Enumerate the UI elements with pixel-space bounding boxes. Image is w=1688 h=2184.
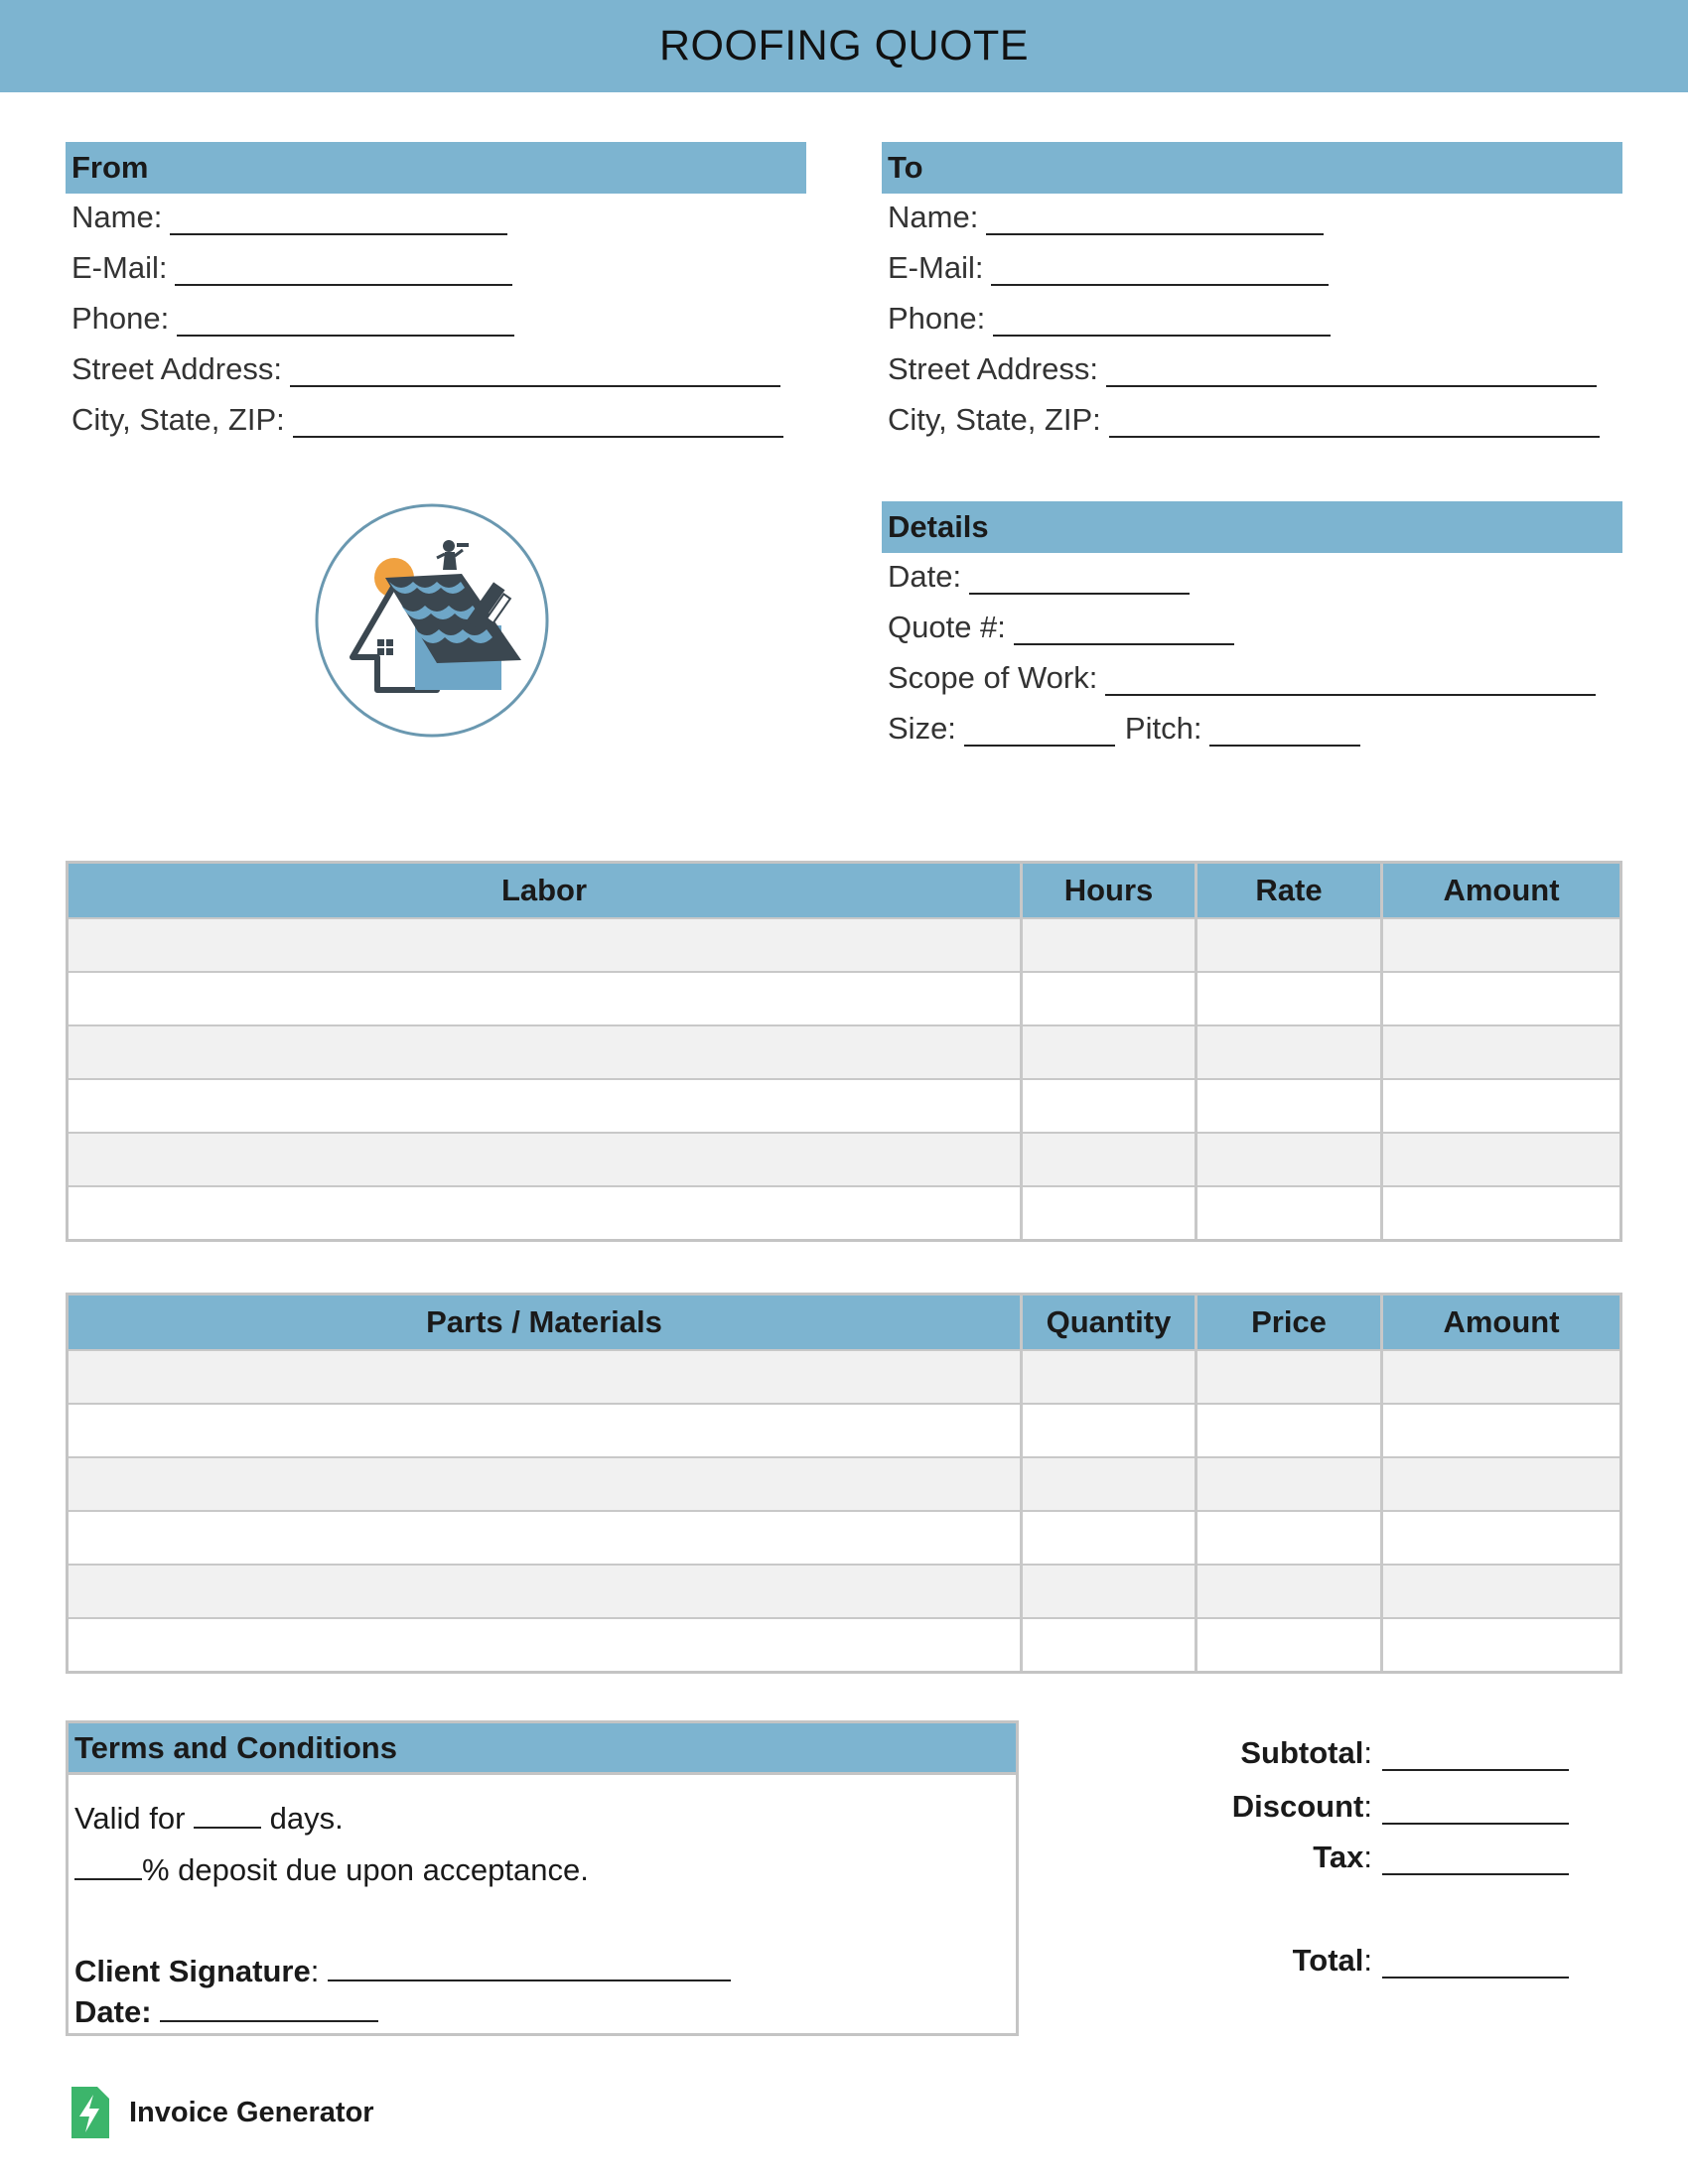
discount-line[interactable] xyxy=(1382,1793,1569,1825)
title-bar xyxy=(0,0,1688,92)
terms-deposit-suffix: % deposit due upon acceptance. xyxy=(142,1852,589,1887)
from-street-label: Street Address: xyxy=(71,351,282,386)
table-row[interactable] xyxy=(69,1349,1619,1403)
to-name-label: Name: xyxy=(888,200,979,234)
labor-header-row xyxy=(69,864,1619,917)
parts-cell[interactable] xyxy=(69,1619,1020,1671)
details-size-pitch-field[interactable] xyxy=(888,707,1622,747)
labor-header-amount: Amount xyxy=(1380,864,1619,917)
price-cell[interactable] xyxy=(1195,1566,1380,1617)
subtotal-line[interactable] xyxy=(1382,1739,1569,1771)
table-row[interactable] xyxy=(69,1078,1619,1132)
to-email-label: E-Mail: xyxy=(888,250,984,285)
amount-cell[interactable] xyxy=(1380,1080,1619,1132)
table-row[interactable] xyxy=(69,1564,1619,1617)
parts-cell[interactable] xyxy=(69,1405,1020,1456)
terms-valid-prefix: Valid for xyxy=(74,1801,186,1836)
details-scope-line[interactable] xyxy=(1105,664,1596,696)
details-date-field[interactable] xyxy=(888,555,1622,595)
table-row[interactable] xyxy=(69,1132,1619,1185)
rate-cell[interactable] xyxy=(1195,919,1380,971)
terms-heading: Terms and Conditions xyxy=(69,1723,1016,1775)
quantity-cell[interactable] xyxy=(1020,1619,1195,1671)
to-street-label: Street Address: xyxy=(888,351,1098,386)
table-row[interactable] xyxy=(69,917,1619,971)
amount-cell[interactable] xyxy=(1380,1405,1619,1456)
tax-row[interactable]: Tax : xyxy=(1092,1832,1569,1875)
from-section xyxy=(66,142,806,438)
price-cell[interactable] xyxy=(1195,1512,1380,1564)
subtotal-row[interactable]: Subtotal : xyxy=(1092,1727,1569,1771)
rate-cell[interactable] xyxy=(1195,1187,1380,1239)
details-date-label: Date: xyxy=(888,559,962,594)
hours-cell[interactable] xyxy=(1020,973,1195,1024)
details-heading: Details xyxy=(882,501,1622,553)
to-section xyxy=(882,142,1622,438)
materials-header-row xyxy=(69,1296,1619,1349)
terms-valid-suffix: days. xyxy=(269,1801,344,1836)
labor-header-labor: Labor xyxy=(500,873,588,907)
terms-valid-line xyxy=(74,1799,344,1837)
materials-header-quantity: Quantity xyxy=(1020,1296,1195,1349)
to-phone-line[interactable] xyxy=(993,305,1331,337)
to-name-field[interactable] xyxy=(888,196,1622,235)
materials-table xyxy=(66,1293,1622,1674)
details-pitch-label: Pitch: xyxy=(1124,711,1202,746)
from-phone-label: Phone: xyxy=(71,301,170,336)
terms-section xyxy=(66,1720,1019,2036)
hours-cell[interactable] xyxy=(1020,1187,1195,1239)
amount-cell[interactable] xyxy=(1380,1026,1619,1078)
to-city-label: City, State, ZIP: xyxy=(888,402,1101,437)
price-cell[interactable] xyxy=(1195,1405,1380,1456)
price-cell[interactable] xyxy=(1195,1619,1380,1671)
price-cell[interactable] xyxy=(1195,1351,1380,1403)
labor-table xyxy=(66,861,1622,1242)
hours-cell[interactable] xyxy=(1020,919,1195,971)
rate-cell[interactable] xyxy=(1195,1080,1380,1132)
amount-cell[interactable] xyxy=(1380,1351,1619,1403)
details-pitch-line[interactable] xyxy=(1209,715,1360,747)
parts-cell[interactable] xyxy=(69,1566,1020,1617)
from-street-line[interactable] xyxy=(290,355,780,387)
labor-cell[interactable] xyxy=(69,1134,1020,1185)
labor-header-hours: Hours xyxy=(1020,864,1195,917)
tax-line[interactable] xyxy=(1382,1843,1569,1875)
labor-cell[interactable] xyxy=(69,1026,1020,1078)
materials-header-price: Price xyxy=(1195,1296,1380,1349)
total-line[interactable] xyxy=(1382,1947,1569,1979)
total-row[interactable]: Total : xyxy=(1092,1935,1569,1979)
quantity-cell[interactable] xyxy=(1020,1458,1195,1510)
table-row[interactable] xyxy=(69,1617,1619,1671)
details-quote-label: Quote #: xyxy=(888,610,1006,644)
amount-cell[interactable] xyxy=(1380,1134,1619,1185)
details-date-line[interactable] xyxy=(969,563,1190,595)
from-heading: From xyxy=(66,142,806,194)
client-signature-line: Client Signature: xyxy=(74,1952,731,1989)
labor-header-rate: Rate xyxy=(1195,864,1380,917)
from-phone-line[interactable] xyxy=(177,305,514,337)
brand-name: Invoice Generator xyxy=(129,2096,374,2128)
from-phone-field[interactable] xyxy=(71,297,806,337)
discount-row[interactable]: Discount : xyxy=(1092,1781,1569,1825)
from-street-field[interactable] xyxy=(71,347,806,387)
to-email-line[interactable] xyxy=(991,254,1329,286)
amount-cell[interactable] xyxy=(1380,973,1619,1024)
from-name-line[interactable] xyxy=(170,204,507,235)
tax-label: Tax xyxy=(1313,1840,1364,1874)
labor-cell[interactable] xyxy=(69,919,1020,971)
client-signature-blank[interactable] xyxy=(328,1952,731,1981)
from-name-label: Name: xyxy=(71,200,163,234)
to-phone-label: Phone: xyxy=(888,301,986,336)
terms-date-line xyxy=(74,1992,378,2030)
to-name-line[interactable] xyxy=(986,204,1324,235)
table-row[interactable] xyxy=(69,1024,1619,1078)
parts-cell[interactable] xyxy=(69,1458,1020,1510)
to-street-line[interactable] xyxy=(1106,355,1597,387)
details-size-line[interactable] xyxy=(964,715,1115,747)
discount-label: Discount xyxy=(1231,1789,1364,1824)
hours-cell[interactable] xyxy=(1020,1134,1195,1185)
details-quote-field[interactable] xyxy=(888,606,1622,645)
rate-cell[interactable] xyxy=(1195,973,1380,1024)
amount-cell[interactable] xyxy=(1380,1619,1619,1671)
quantity-cell[interactable] xyxy=(1020,1566,1195,1617)
hours-cell[interactable] xyxy=(1020,1026,1195,1078)
table-row[interactable] xyxy=(69,971,1619,1024)
brand-footer[interactable] xyxy=(68,2083,374,2142)
to-city-field[interactable] xyxy=(888,398,1622,438)
invoice-generator-logo-icon xyxy=(68,2085,111,2140)
quantity-cell[interactable] xyxy=(1020,1512,1195,1564)
details-section xyxy=(882,501,1622,747)
rate-cell[interactable] xyxy=(1195,1134,1380,1185)
from-name-field[interactable] xyxy=(71,196,806,235)
quantity-cell[interactable] xyxy=(1020,1351,1195,1403)
amount-cell[interactable] xyxy=(1380,1512,1619,1564)
quantity-cell[interactable] xyxy=(1020,1405,1195,1456)
client-signature-label: Client Signature xyxy=(74,1954,311,1988)
from-city-field[interactable] xyxy=(71,398,806,438)
subtotal-label: Subtotal xyxy=(1240,1735,1364,1770)
labor-cell[interactable] xyxy=(69,973,1020,1024)
terms-date-blank[interactable] xyxy=(160,1992,378,2022)
amount-cell[interactable] xyxy=(1380,1187,1619,1239)
amount-cell[interactable] xyxy=(1380,1566,1619,1617)
details-scope-field[interactable] xyxy=(888,656,1622,696)
total-label: Total xyxy=(1292,1943,1364,1978)
table-row[interactable] xyxy=(69,1510,1619,1564)
amount-cell[interactable] xyxy=(1380,919,1619,971)
terms-deposit-line xyxy=(74,1850,589,1888)
table-row[interactable] xyxy=(69,1456,1619,1510)
totals-section xyxy=(1092,1719,1569,1979)
page-title: ROOFING QUOTE xyxy=(659,22,1029,69)
roof-logo-icon xyxy=(298,486,566,754)
details-scope-label: Scope of Work: xyxy=(888,660,1098,695)
from-email-line[interactable] xyxy=(175,254,512,286)
to-street-field[interactable] xyxy=(888,347,1622,387)
labor-cell[interactable] xyxy=(69,1187,1020,1239)
materials-header-parts: Parts / Materials xyxy=(426,1304,662,1339)
details-size-label: Size: xyxy=(888,711,956,746)
to-email-field[interactable] xyxy=(888,246,1622,286)
hours-cell[interactable] xyxy=(1020,1080,1195,1132)
from-email-label: E-Mail: xyxy=(71,250,168,285)
table-row[interactable] xyxy=(69,1403,1619,1456)
to-heading: To xyxy=(882,142,1622,194)
valid-days-blank[interactable] xyxy=(194,1799,261,1829)
to-phone-field[interactable] xyxy=(888,297,1622,337)
rate-cell[interactable] xyxy=(1195,1026,1380,1078)
table-row[interactable] xyxy=(69,1185,1619,1239)
labor-cell[interactable] xyxy=(69,1080,1020,1132)
from-email-field[interactable] xyxy=(71,246,806,286)
price-cell[interactable] xyxy=(1195,1458,1380,1510)
parts-cell[interactable] xyxy=(69,1512,1020,1564)
details-quote-line[interactable] xyxy=(1014,614,1234,645)
deposit-percent-blank[interactable] xyxy=(74,1850,142,1880)
amount-cell[interactable] xyxy=(1380,1458,1619,1510)
parts-cell[interactable] xyxy=(69,1351,1020,1403)
terms-date-label: Date: xyxy=(74,1994,152,2029)
from-city-label: City, State, ZIP: xyxy=(71,402,285,437)
from-city-line[interactable] xyxy=(293,406,783,438)
materials-header-amount: Amount xyxy=(1380,1296,1619,1349)
to-city-line[interactable] xyxy=(1109,406,1600,438)
